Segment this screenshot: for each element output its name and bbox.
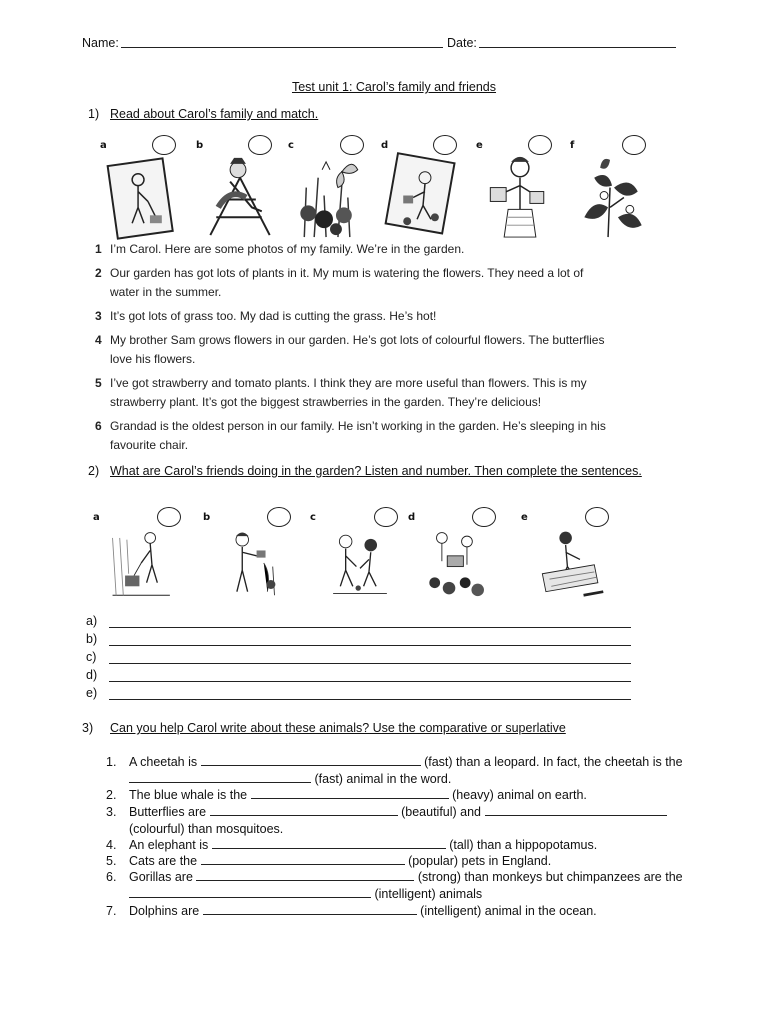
date-label: Date:: [447, 36, 477, 50]
answer-d-line[interactable]: [109, 681, 631, 682]
answer-a-line[interactable]: [109, 627, 631, 628]
item-5-line-1: [129, 853, 551, 869]
item-text: (fast) animal in the word.: [314, 772, 452, 786]
picking-children-icon: [410, 520, 506, 606]
item-7-line-1: [129, 903, 597, 919]
q2-picture-d-letter: d: [408, 512, 416, 523]
q1-picture-b-number-bubble[interactable]: [248, 135, 272, 155]
deckchair-sleeping-icon: [198, 148, 282, 243]
sentence-2-line-2: water in the summer.: [110, 285, 222, 299]
item-1-line-1: [129, 754, 683, 770]
answer-blank[interactable]: [485, 804, 667, 816]
answer-blank[interactable]: [196, 869, 414, 881]
item-text: The blue whale is the: [129, 788, 248, 802]
q1-picture-a-number-bubble[interactable]: [152, 135, 176, 155]
q1-picture-f-number-bubble[interactable]: [622, 135, 646, 155]
q1-picture-c-number-bubble[interactable]: [340, 135, 364, 155]
q1-picture-f-letter: f: [570, 140, 575, 151]
sentence-5-number: 5: [95, 376, 102, 390]
q2-picture-a-number-bubble[interactable]: [157, 507, 181, 527]
sentence-5-line-2: strawberry plant. It’s got the biggest strawberries in the garden. They’re delicious!: [110, 395, 542, 409]
sentence-6-line-1: Grandad is the oldest person in our family. He isn’t working in the garden. He’s sleeping in his: [110, 419, 606, 433]
q1-number: 1): [88, 107, 100, 121]
sentence-4-number: 4: [95, 333, 102, 347]
item-text: (intelligent) animals: [374, 887, 483, 901]
item-4-line-1: [129, 837, 597, 853]
answer-blank[interactable]: [212, 837, 446, 849]
item-text: (strong) than monkeys but chimpanzees are the: [417, 870, 683, 884]
sentence-1-number: 1: [95, 242, 102, 256]
q2-picture-a-letter: a: [93, 512, 100, 523]
q3-instruction: Can you help Carol write about these animals? Use the comparative or superlative: [110, 721, 566, 735]
item-3-number: 3.: [106, 805, 117, 819]
sentence-5-line-1: I’ve got strawberry and tomato plants. I think they are more useful than flowers. This is my: [110, 376, 587, 390]
item-text: (beautiful) and: [401, 805, 482, 819]
q2-picture-c-number-bubble[interactable]: [374, 507, 398, 527]
item-6-line-2: [129, 886, 482, 902]
item-7-number: 7.: [106, 904, 117, 918]
answer-blank[interactable]: [129, 886, 371, 898]
item-5-number: 5.: [106, 854, 117, 868]
answer-e-line[interactable]: [109, 699, 631, 700]
sentence-2-line-1: Our garden has got lots of plants in it. My mum is watering the flowers. They need a lot of: [110, 266, 584, 280]
watering-photo-icon: [383, 148, 467, 243]
lawnmower-photo-icon: [102, 148, 186, 243]
answer-blank[interactable]: [251, 787, 449, 799]
q1-instruction: Read about Carol’s family and match.: [110, 107, 319, 121]
sentence-6-number: 6: [95, 419, 102, 433]
item-1-line-2: [129, 771, 451, 787]
q2-picture-b-letter: b: [203, 512, 211, 523]
item-2-line-1: [129, 787, 587, 803]
q2-picture-d-number-bubble[interactable]: [472, 507, 496, 527]
answer-c-line[interactable]: [109, 663, 631, 664]
item-1-number: 1.: [106, 755, 117, 769]
item-text: (heavy) animal on earth.: [452, 788, 587, 802]
sentence-1-line-1: I’m Carol. Here are some photos of my family. We’re in the garden.: [110, 242, 465, 256]
page-title: Test unit 1: Carol’s family and friends: [291, 80, 497, 94]
answer-e-label: e): [86, 686, 98, 700]
sentence-4-line-1: My brother Sam grows flowers in our garden. He’s got lots of colourful flowers. The butterflies: [110, 333, 605, 347]
answer-blank[interactable]: [129, 771, 311, 783]
item-text: (fast) than a leopard. In fact, the cheetah is the: [424, 755, 683, 769]
sentence-6-line-2: favourite chair.: [110, 438, 189, 452]
q2-picture-e-letter: e: [521, 512, 528, 523]
strawberry-plant-icon: [572, 148, 656, 243]
item-text: Gorillas are: [129, 870, 193, 884]
answer-c-label: c): [86, 650, 97, 664]
item-6-line-1: [129, 869, 683, 885]
name-label: Name:: [82, 36, 119, 50]
item-4-number: 4.: [106, 838, 117, 852]
q1-picture-d-number-bubble[interactable]: [433, 135, 457, 155]
item-text: An elephant is: [129, 838, 209, 852]
item-text: Dolphins are: [129, 904, 200, 918]
planting-children-icon: [312, 520, 408, 606]
watering-girl-icon: [205, 520, 301, 606]
mowing-boy-icon: [95, 520, 191, 606]
answer-d-label: d): [86, 668, 98, 682]
sentence-2-number: 2: [95, 266, 102, 280]
building-boy-icon: [523, 520, 619, 606]
item-3-line-2: [129, 821, 283, 837]
item-2-number: 2.: [106, 788, 117, 802]
q2-picture-e-number-bubble[interactable]: [585, 507, 609, 527]
answer-blank[interactable]: [210, 804, 398, 816]
item-text: Butterflies are: [129, 805, 207, 819]
q1-picture-b-letter: b: [196, 140, 204, 151]
q2-picture-b-number-bubble[interactable]: [267, 507, 291, 527]
sentence-4-line-2: love his flowers.: [110, 352, 196, 366]
item-text: Cats are the: [129, 854, 198, 868]
date-field[interactable]: [479, 47, 676, 48]
item-3-line-1: [129, 804, 667, 820]
girl-with-photos-icon: [478, 148, 562, 243]
name-field[interactable]: [121, 47, 443, 48]
q2-instruction: What are Carol’s friends doing in the garden? Listen and number. Then complete the sentences.: [110, 464, 642, 478]
q2-number: 2): [88, 464, 100, 478]
sentence-3-line-1: It’s got lots of grass too. My dad is cutting the grass. He’s hot!: [110, 309, 437, 323]
q1-picture-e-letter: e: [476, 140, 483, 151]
flowers-butterfly-icon: [290, 148, 374, 243]
q1-picture-e-number-bubble[interactable]: [528, 135, 552, 155]
item-text: A cheetah is: [129, 755, 198, 769]
answer-b-line[interactable]: [109, 645, 631, 646]
q2-picture-c-letter: c: [310, 512, 316, 523]
sentence-3-number: 3: [95, 309, 102, 323]
item-text: (colourful) than mosquitoes.: [129, 822, 284, 836]
item-text: (intelligent) animal in the ocean.: [420, 904, 597, 918]
q1-picture-a-letter: a: [100, 140, 107, 151]
answer-a-label: a): [86, 614, 98, 628]
item-text: (tall) than a hippopotamus.: [449, 838, 598, 852]
answer-blank[interactable]: [203, 903, 417, 915]
answer-blank[interactable]: [201, 853, 405, 865]
item-text: (popular) pets in England.: [408, 854, 552, 868]
q1-picture-d-letter: d: [381, 140, 389, 151]
q1-picture-c-letter: c: [288, 140, 294, 151]
answer-blank[interactable]: [201, 754, 421, 766]
item-6-number: 6.: [106, 870, 117, 884]
answer-b-label: b): [86, 632, 98, 646]
q3-number: 3): [82, 721, 94, 735]
